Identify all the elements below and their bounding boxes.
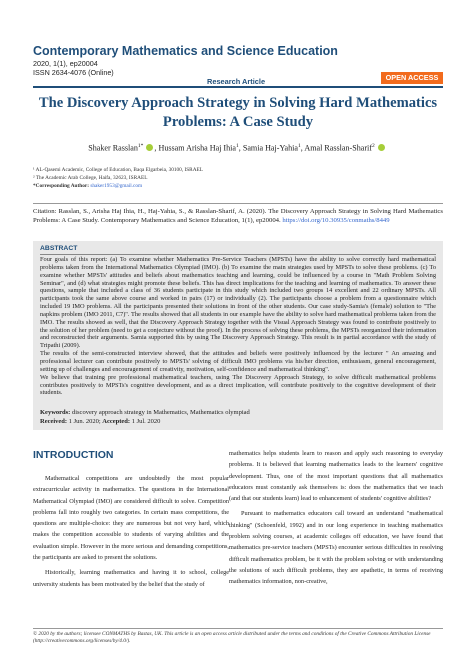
accepted-date: 1 Jul. 2020 <box>131 418 161 425</box>
orcid-icon[interactable] <box>146 144 153 151</box>
author-name: Amal Rasslan-Sharif <box>304 143 373 153</box>
body-column-left <box>33 473 229 594</box>
introduction-heading: INTRODUCTION <box>33 449 114 461</box>
received-label: Received: <box>40 418 68 425</box>
corresponding-author <box>33 183 142 189</box>
author-name: Hussam Arisha Haj Ihia <box>158 143 237 153</box>
article-type-label: Research Article <box>207 77 266 86</box>
citation-text: Citation: Rasslan, S., Arisha Haj Ihia, H., Haj-Yahia, S., & Rasslan-Sharif, A. (2020). The Discovery Approach Strategy in Solving Hard Mathematics Problems: A Case Study. Contemporary Mathematics and Science Education, 1(1), ep20004. <box>33 208 443 225</box>
keywords-label: Keywords: <box>40 409 71 416</box>
author-affil-mark: 2 <box>372 143 375 149</box>
journal-title: Contemporary Mathematics and Science Education <box>33 44 338 58</box>
author-list: Shaker Rasslan$^{1*}$ , Hussam Arisha Haj Ihia$^1$, Samia Haj-Yahia$^1$, Amal Rasslan-Sharif$^2$ <box>0 143 474 153</box>
dates-line: Received: 1 Jun. 2020; Accepted: 1 Jul. 2020 <box>40 418 161 425</box>
abstract-paragraph: We believe that training pre professional mathematical teachers, using The Discovery Approach Strategy, to solve difficult mathematical problems contributes positively to MPSTs's cognitive development, and as a direct implication, will contribute positively to the cognitive development of their students. <box>40 373 436 397</box>
title-line-1: The Discovery Approach Strategy in Solving Hard Mathematics <box>38 95 438 111</box>
abstract-heading: ABSTRACT <box>40 245 78 252</box>
affiliation-2: ² The Academic Arab College, Haifa, 32623, ISRAEL <box>33 175 148 181</box>
abstract-body <box>40 256 436 397</box>
corresponding-label: *Corresponding Author: <box>33 183 89 189</box>
citation-block <box>33 207 443 225</box>
keywords-line <box>40 409 250 416</box>
body-paragraph: Pursuant to mathematics educators call toward an understand "mathematical thinking" (Schoenfeld, 1992) and in our long experience in teaching mathematics problem solving courses, at academic colleges off education, we have found that mathematics pre-service teachers (MPSTs) encounter serious difficulties in resolving difficult mathematics problem, be it with the problem solving or with understanding the solutions of such difficult problems, they are apathetic, in terms of receiving mathematics information, non-creative, <box>229 510 443 586</box>
title-line-2: Problems: A Case Study <box>162 113 314 130</box>
received-date: 1 Jun. 2020 <box>68 418 99 425</box>
abstract-paragraph: The results of the semi-constructed interview showed, that the attitudes and beliefs were positively influenced by the lecturer " An amazing and professional lecturer can contribute positively to MPSTs' solving of difficult IMO problems via his/her direction, enthusiasm, general encouragement, setting up of challenges and encouragement of creativity, motivation, self-confidence and mathematical thinking". <box>40 350 436 373</box>
body-paragraph: mathematics helps students learn to reason and apply such reasoning to everyday problems. It is believed that learning mathematics leads to the learners' cognitive development. Thus, one of the most important questions that all mathematics educators must constantly ask themselves is: does the mathematics that we teach (and that our students learn) lead to enhancement of students' cognitive abilities? <box>229 450 443 503</box>
paper-title <box>33 94 443 131</box>
author-name: Samia Haj-Yahia <box>242 143 298 153</box>
abstract-rule <box>40 254 436 255</box>
footer-rule <box>33 628 443 629</box>
body-column-right <box>229 448 443 592</box>
license-footer: © 2020 by the authors; licensee CONMATHS by Bastas, UK. This article is an open access article distributed under the terms and conditions of the Creative Commons Attribution License (http://creativecommons.org/licenses/by/4.0/). <box>33 631 431 644</box>
doi-link[interactable]: https://doi.org/10.30935/conmaths/8449 <box>282 217 390 225</box>
header-rule <box>33 86 443 88</box>
section-rule <box>33 203 443 204</box>
author-affil-mark: 1 <box>297 143 301 149</box>
affiliation-1: ¹ AL-Qasemi Academic, College of Education, Baqa Elgarbeia, 30100, ISRAEL <box>33 167 204 173</box>
author-affil-mark: 1 <box>236 143 239 149</box>
orcid-icon[interactable] <box>378 144 385 151</box>
body-paragraph: Historically, learning mathematics and having it to school, college university students has been motivated by the belief that the study of <box>33 569 229 588</box>
issn-line: ISSN 2634-4076 (Online) <box>33 68 114 77</box>
author-affil-mark: 1* <box>137 143 144 149</box>
open-access-badge: OPEN ACCESS <box>381 72 443 84</box>
volume-line: 2020, 1(1), ep20004 <box>33 59 98 68</box>
author-name: Shaker Rasslan <box>88 143 138 153</box>
body-paragraph: Mathematical competitions are undoubtedly the most popular extracurricular activity in mathematics. The questions in the International Mathematical Olympiad (IMO) are considered difficult to solve. Competition problems fall into roughly two categories. In certain mass competitions, the questions are multiple-choice: they are numerous but not very hard, which makes the competition accessible to students of varying abilities and the evaluation simple. However in the more serious and demanding competitions, the participants are asked to present the solutions. <box>33 475 229 562</box>
corresponding-email-link[interactable]: shaker1953@gmail.com <box>90 183 143 189</box>
accepted-label: Accepted: <box>102 418 131 425</box>
keywords-value: discovery approach strategy in Mathematics, Mathematics olympiad <box>71 409 250 416</box>
abstract-paragraph: Four goals of this report: (a) To examine whether Mathematics Pre-Service Teachers (MPSTs) have the ability to solve correctly hard mathematical problems taken from the International Mathematics Olympiad (IMO). (b) To examine the main strategies used by MPSTs to solve these problems. (c) To examine whether MPSTs' attitudes and beliefs about mathematics teaching and learning, could be influenced by a course in "Math Problem Solving Seminar", and (d) what strategies might promote these beliefs. This has direct implications for the teaching and learning of mathematics. To answer these questions, sample that included a class of 36 students participate in this study which included two groups 14 excellent and 22 ordinary MPSTs. All participants took the same above course and worked in pairs (17) or individually (2). The participants choose a problem from a questionnaire which included 19 IMO problems. All the participants presented their solutions in front of the other students. Our case study-Samia's (female) solution to "The napkins problem (IMO 2011, C7)". The results showed that all students in our example have the ability to solve hard mathematical problems taken from the IMO. The results showed as well, that the Discovery Approach Strategy together with the Visual Approach Strategy was found to contribute positively to the solution of her problem (need to get a conjecture without the proof). In the process of solving these problems, the MPSTs reorganized their information and reconstructed their arguments. Samia supported this by using The Discovery Approach Strategy. This result is in partial accordance with the study of Tripathi (2009). <box>40 256 436 350</box>
